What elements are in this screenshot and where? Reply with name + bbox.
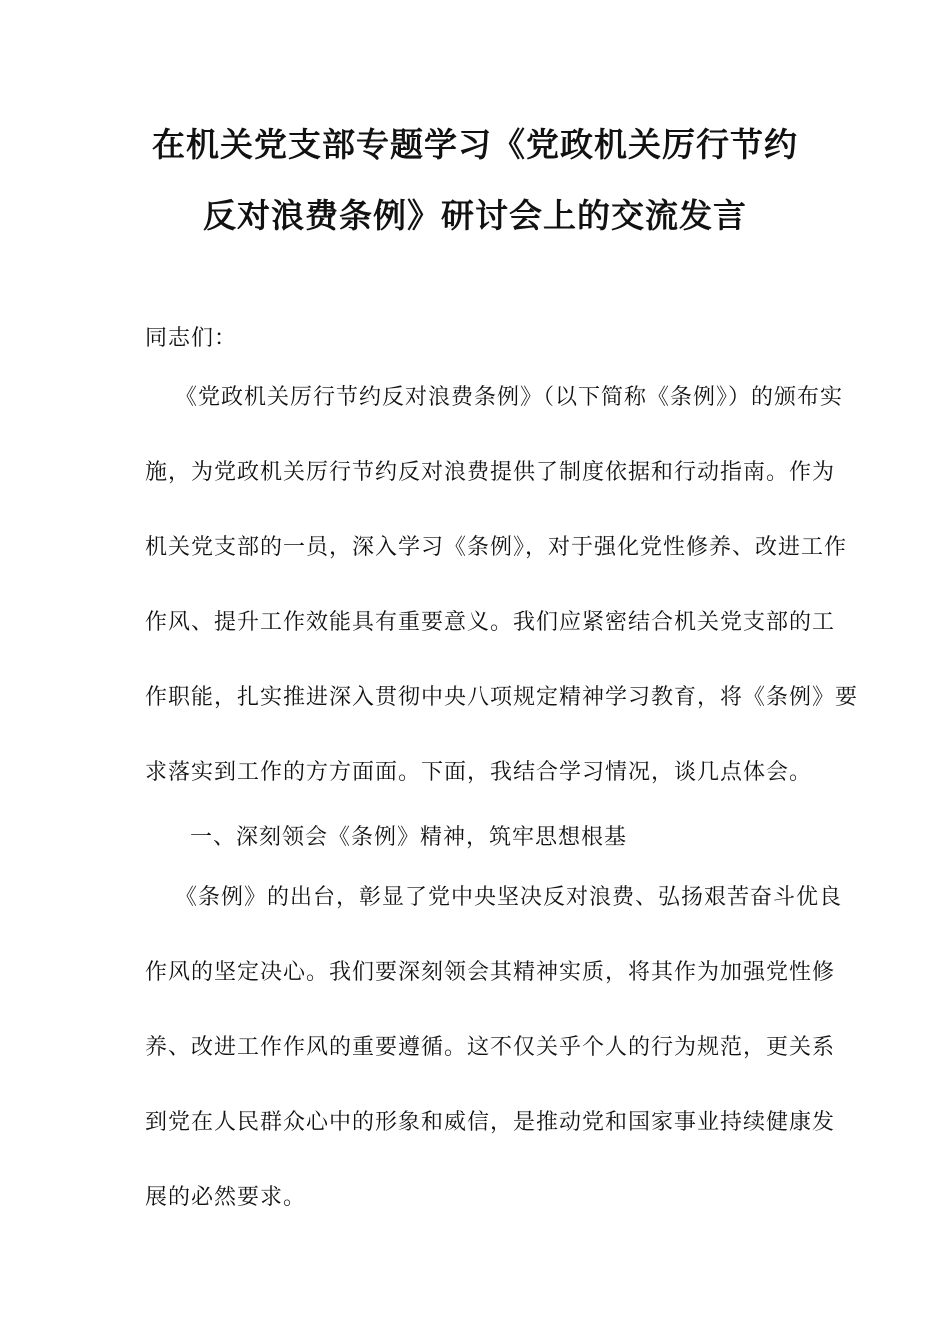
paragraph-line: 作职能，扎实推进深入贯彻中央八项规定精神学习教育，将《条例》要 [145, 685, 859, 710]
paragraph-line: 求落实到工作的方方面面。下面，我结合学习情况，谈几点体会。 [145, 760, 813, 785]
paragraph-line: 作风、提升工作效能具有重要意义。我们应紧密结合机关党支部的工 [145, 610, 836, 635]
greeting-text: 同志们： [145, 326, 238, 351]
paragraph-line: 展的必然要求。 [145, 1185, 307, 1210]
paragraph-line: 到党在人民群众心中的形象和威信，是推动党和国家事业持续健康发 [145, 1110, 836, 1135]
paragraph-line: 机关党支部的一员，深入学习《条例》，对于强化党性修养、改进工作 [145, 535, 848, 560]
paragraph-line: 《党政机关厉行节约反对浪费条例》（以下简称《条例》）的颁布实 [175, 385, 844, 410]
document-title-line-2: 反对浪费条例》研讨会上的交流发言 [203, 196, 747, 235]
paragraph-line: 养、改进工作作风的重要遵循。这不仅关乎个人的行为规范，更关系 [145, 1035, 836, 1060]
paragraph-line: 施，为党政机关厉行节约反对浪费提供了制度依据和行动指南。作为 [145, 460, 836, 485]
paragraph-line: 《条例》的出台，彰显了党中央坚决反对浪费、弘扬艰苦奋斗优良 [175, 885, 843, 910]
paragraph-2 [145, 860, 843, 1235]
paragraph-line: 作风的坚定决心。我们要深刻领会其精神实质，将其作为加强党性修 [145, 960, 836, 985]
document-title-line-1: 在机关党支部专题学习《党政机关厉行节约 [152, 125, 798, 164]
paragraph-1 [145, 360, 859, 810]
section-heading: 一、深刻领会《条例》精神，筑牢思想根基 [190, 825, 628, 850]
